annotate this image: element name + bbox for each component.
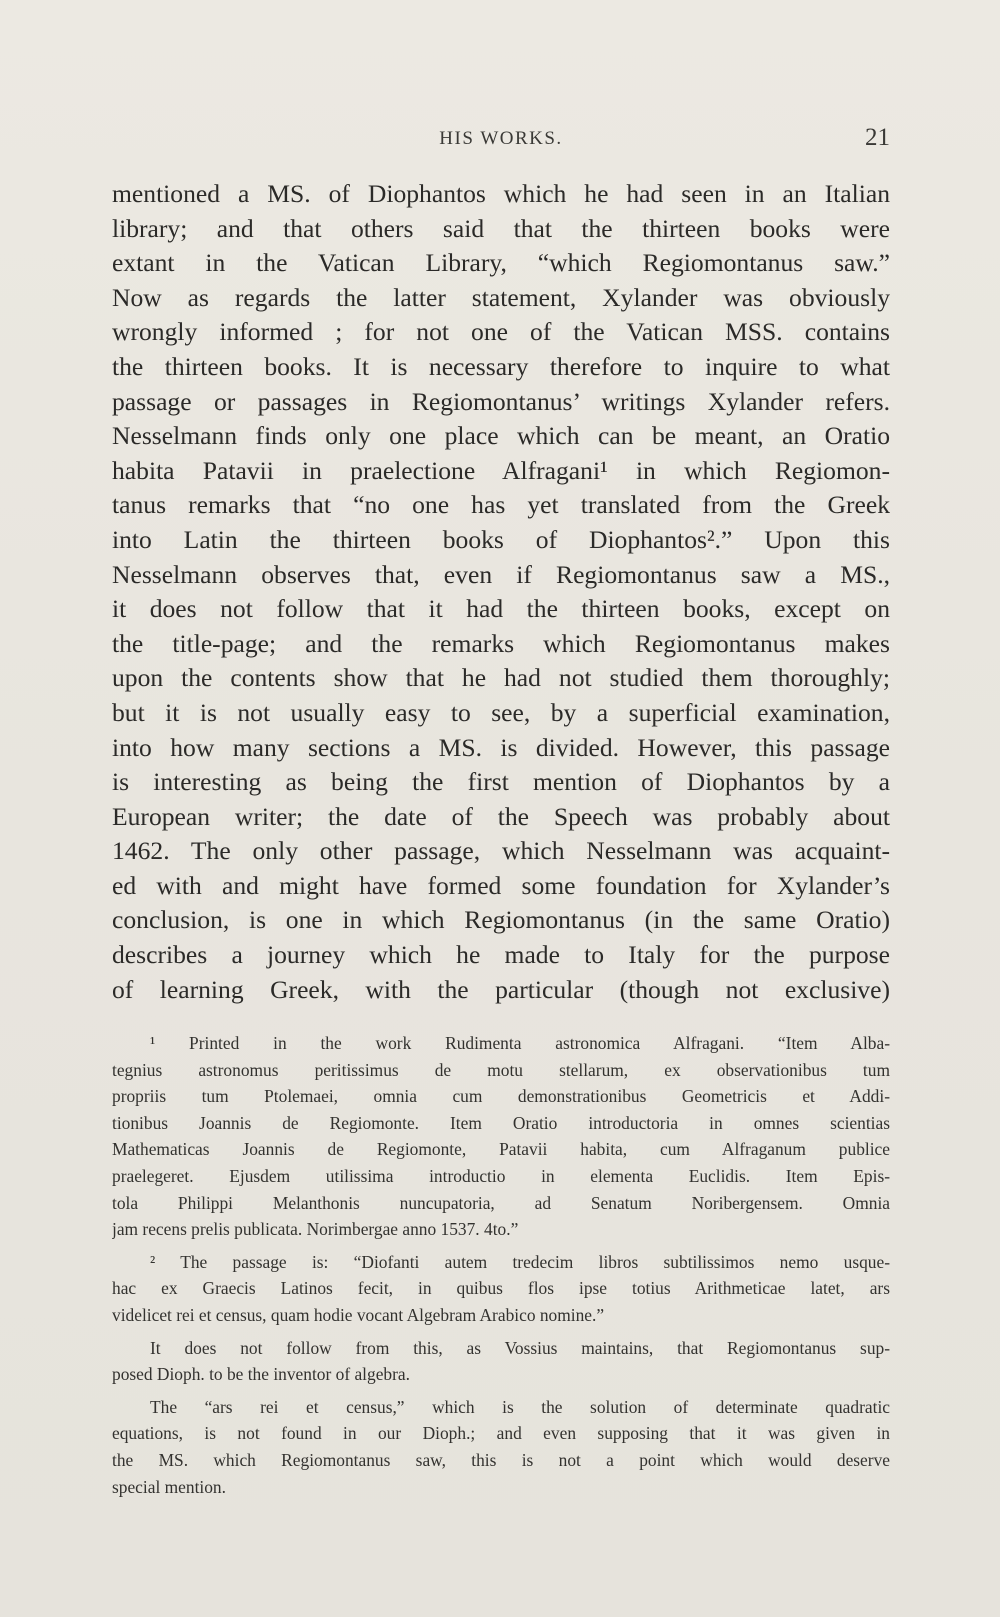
footnote-line: posed Dioph. to be the inventor of algebra. [112, 1364, 410, 1385]
footnote-line: praelegeret. Ejusdem utilissima introductio in elementa Euclidis. Item Epis- [112, 1165, 890, 1186]
text-line: mentioned a MS. of Diophantos which he had seen in an Italian [112, 179, 890, 208]
text-line: library; and that others said that the thirteen books were [112, 213, 890, 243]
text-line: wrongly informed ; for not one of the Vatican MSS. contains [112, 317, 890, 347]
chapter-title: HIS WORKS. [439, 128, 563, 149]
footnote-line: jam recens prelis publicata. Norimbergae anno 1537. 4to.” [112, 1219, 519, 1240]
page-number: 21 [865, 124, 890, 151]
footnote-line: special mention. [112, 1476, 226, 1497]
text-line: upon the contents show that he had not studied them thoroughly; [112, 663, 890, 693]
footnote-line: ¹ Printed in the work Rudimenta astronomica Alfragani. “Item Alba- [150, 1033, 890, 1053]
footnote-2 [112, 1249, 890, 1329]
text-line: it does not follow that it had the thirteen books, except on [112, 594, 890, 624]
running-head [112, 124, 890, 158]
text-line: conclusion, is one in which Regiomontanus (in the same Oratio) [112, 905, 890, 935]
text-line: is interesting as being the first mention of Diophantos by a [112, 767, 890, 797]
text-line: the title-page; and the remarks which Regiomontanus makes [112, 628, 890, 658]
footnote-line: ² The passage is: “Diofanti autem tredecim libros subtilissimos nemo usque- [150, 1251, 890, 1272]
text-line: the thirteen books. It is necessary therefore to inquire to what [112, 351, 890, 381]
footnote-line: tionibus Joannis de Regiomonte. Item Oratio introductoria in omnes scientias [112, 1112, 890, 1133]
footnote-line: The “ars rei et census,” which is the solution of determinate quadratic [150, 1396, 890, 1417]
text-line: European writer; the date of the Speech was probably about [112, 801, 890, 831]
main-text [112, 177, 890, 1007]
footnote-line: It does not follow from this, as Vossius maintains, that Regiomontanus sup- [150, 1337, 890, 1358]
footnotes [112, 1030, 890, 1506]
text-line: tanus remarks that “no one has yet translated from the Greek [112, 490, 890, 520]
footnote-line: Mathematicas Joannis de Regiomonte, Patavii habita, cum Alfraganum publice [112, 1139, 890, 1160]
footnote-line: videlicet rei et census, quam hodie vocant Algebram Arabico nomine.” [112, 1304, 605, 1325]
text-line: ed with and might have formed some foundation for Xylander’s [112, 870, 890, 900]
footnote-2-continuation-b [112, 1394, 890, 1500]
footnote-line: the MS. which Regiomontanus saw, this is not a point which would deserve [112, 1449, 890, 1470]
text-line: of learning Greek, with the particular (though not exclusive) [112, 974, 890, 1004]
footnote-line: tola Philippi Melanthonis nuncupatoria, ad Senatum Noribergensem. Omnia [112, 1192, 890, 1213]
footnote-line: tegnius astronomus peritissimus de motu stellarum, ex observationibus tum [112, 1059, 890, 1080]
text-line: Nesselmann finds only one place which can be meant, an Oratio [112, 421, 890, 451]
text-line: describes a journey which he made to Italy for the purpose [112, 940, 890, 970]
text-line: but it is not usually easy to see, by a superficial examination, [112, 697, 890, 727]
text-line: into Latin the thirteen books of Diophantos².” Upon this [112, 524, 890, 554]
footnote-2-continuation-a [112, 1335, 890, 1388]
text-line: passage or passages in Regiomontanus’ writings Xylander refers. [112, 386, 890, 416]
footnote-line: hac ex Graecis Latinos fecit, in quibus flos ipse totius Arithmeticae latet, ars [112, 1278, 890, 1299]
text-line: extant in the Vatican Library, “which Regiomontanus saw.” [112, 248, 890, 278]
footnote-line: propriis tum Ptolemaei, omnia cum demonstrationibus Geometricis et Addi- [112, 1086, 890, 1107]
footnote-line: equations, is not found in our Dioph.; and even supposing that it was given in [112, 1423, 890, 1444]
text-line: Now as regards the latter statement, Xylander was obviously [112, 282, 890, 312]
text-line: Nesselmann observes that, even if Regiomontanus saw a MS., [112, 559, 890, 589]
text-line: 1462. The only other passage, which Nesselmann was acquaint- [112, 836, 890, 866]
text-line: into how many sections a MS. is divided. However, this passage [112, 732, 890, 762]
text-line: habita Patavii in praelectione Alfragani¹ in which Regiomon- [112, 455, 890, 485]
footnote-1 [112, 1030, 890, 1243]
